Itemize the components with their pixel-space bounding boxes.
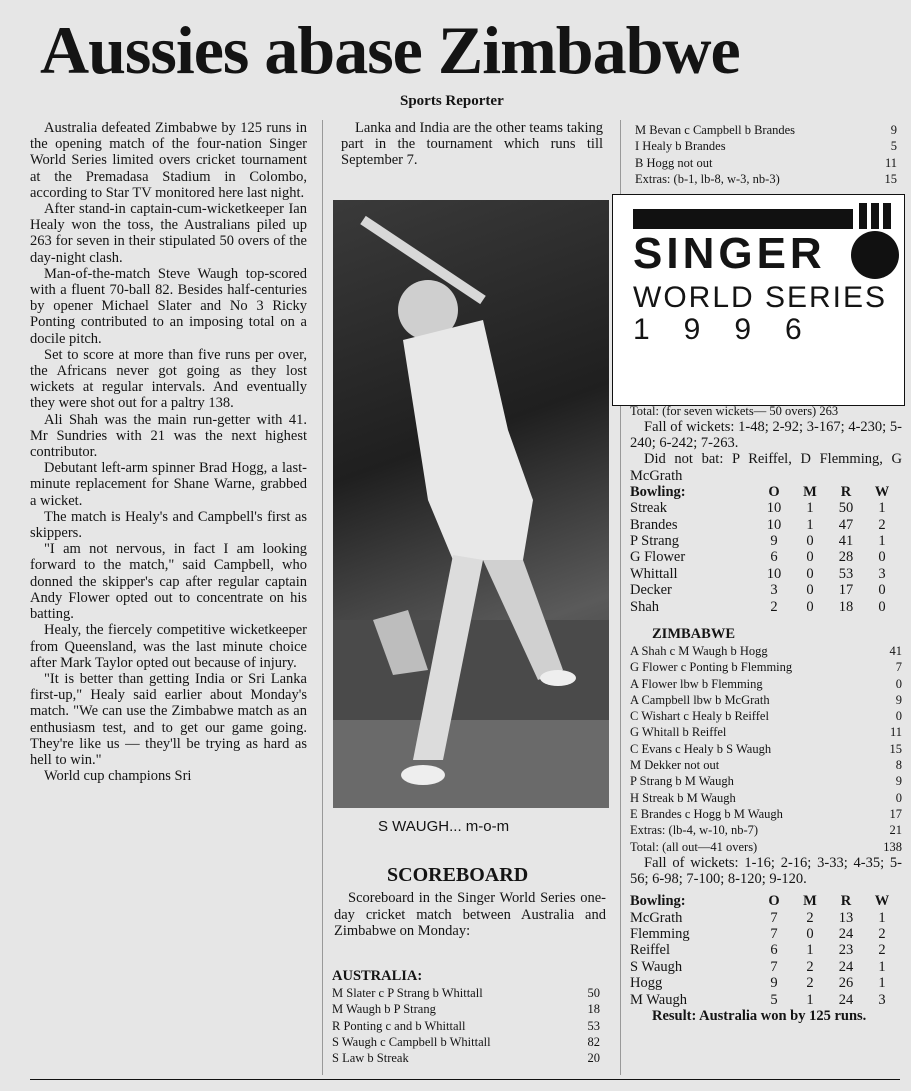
bowling-cell: 0 [806, 582, 814, 599]
bowling-cell: 9 [770, 533, 778, 550]
runs-scored: 138 [883, 839, 902, 854]
bowling-cell: 7 [770, 958, 778, 975]
batting-row [630, 839, 902, 855]
article-paragraph: "I am not nervous, in fact I am looking forward to the match," said Campbell, who donned the skipper's cap after regular captain Andy Flower opted out to concentrate on his batting. [30, 541, 307, 623]
runs-scored: 82 [587, 1034, 600, 1049]
australia-batting-part1 [332, 968, 600, 1066]
bowling-cell: 0 [806, 565, 814, 582]
bowling-cell: 7 [770, 926, 778, 943]
bowling-cell: 6 [770, 942, 778, 959]
batting-row [332, 985, 600, 1001]
article-paragraph: Man-of-the-match Steve Waugh top-scored with a fluent 70-ball 82. Besides half-centuries by opener Michael Slater and No 3 Ricky Ponting contributed to an imposing total on a docile pitch. [30, 265, 307, 347]
batting-row [630, 741, 902, 757]
bowling-row [630, 582, 900, 598]
batsman-dismissal: B Hogg not out [635, 155, 713, 170]
bowling-cell: 10 [766, 565, 782, 582]
bowling-cell: 26 [838, 975, 854, 992]
bowling-cell: 1 [878, 909, 886, 926]
logo-tick [883, 203, 891, 229]
bowling-cell: Decker [630, 582, 672, 599]
batsman-dismissal: Extras: (lb-4, w-10, nb-7) [630, 823, 759, 838]
batting-row [635, 122, 897, 138]
batting-row [332, 1050, 600, 1066]
photo-caption: S WAUGH... m-o-m [378, 818, 510, 835]
batting-row [630, 773, 902, 789]
bowling-cell: 24 [838, 926, 854, 943]
bowling-cell: 10 [766, 500, 782, 517]
bowling-cell: Shah [630, 598, 659, 615]
batsman-dismissal: C Wishart c Healy b Reiffel [630, 709, 769, 724]
bowling-row [630, 517, 900, 533]
bowling-cell: 23 [838, 942, 854, 959]
bowling-cell: 0 [878, 598, 886, 615]
bowling-cell: 2 [806, 909, 814, 926]
runs-scored: 20 [587, 1051, 600, 1066]
bowling-row [630, 926, 900, 942]
bowling-cell: 2 [878, 926, 886, 943]
bowling-cell: 24 [838, 958, 854, 975]
logo-bar [633, 209, 853, 229]
bowling-header-cell: M [803, 893, 817, 910]
batting-row [332, 1018, 600, 1034]
bowling-cell: 1 [878, 500, 886, 517]
batsman-dismissal: S Law b Streak [332, 1051, 409, 1066]
batting-row [630, 708, 902, 724]
batsman-dismissal: M Bevan c Campbell b Brandes [635, 123, 796, 137]
bowling-cell: 0 [806, 549, 814, 566]
bowling-cell: 7 [770, 909, 778, 926]
bowling-cell: 1 [878, 533, 886, 550]
bowling-cell: McGrath [630, 909, 683, 926]
article-paragraph: Debutant left-arm spinner Brad Hogg, a last-minute replacement for Shane Warne, grabbed a wicket. [30, 460, 307, 509]
bowling-cell: M Waugh [630, 991, 687, 1008]
logo-year: 1996 [633, 313, 836, 346]
bowling-cell: 10 [766, 516, 782, 533]
bowling-cell: 2 [806, 958, 814, 975]
bowling-cell: 1 [806, 516, 814, 533]
bowling-cell: 3 [770, 582, 778, 599]
australia-innings-summary [630, 404, 902, 615]
batsman-dismissal: G Flower c Ponting b Flemming [630, 660, 793, 675]
runs-scored: 0 [895, 676, 902, 691]
logo-brand: SINGER [633, 229, 826, 278]
bowling-cell: 2 [770, 598, 778, 615]
bowling-row [630, 992, 900, 1008]
runs-scored: 11 [884, 155, 897, 170]
cricket-photo [333, 200, 609, 808]
bowling-cell: 28 [838, 549, 854, 566]
article-paragraph: The match is Healy's and Campbell's first as skippers. [30, 508, 307, 542]
bowling-cell: 2 [806, 975, 814, 992]
runs-scored: 50 [587, 986, 600, 1000]
runs-scored: 15 [889, 741, 902, 756]
article-paragraph: After stand-in captain-cum-wicketkeeper Ian Healy won the toss, the Australians piled up 263 for seven in their stipulated 50 overs of the day-night clash. [30, 201, 307, 266]
bowling-row [630, 533, 900, 549]
match-result: Result: Australia won by 125 runs. [652, 1008, 867, 1025]
runs-scored: 21 [889, 823, 902, 838]
bowling-cell: 17 [838, 582, 854, 599]
batsman-dismissal: A Shah c M Waugh b Hogg [630, 644, 768, 658]
australia-did-not-bat: Did not bat: P Reiffel, D Flemming, G McGrath [630, 451, 902, 484]
article-paragraph: "It is better than getting India or Sri Lanka first-up," Healy said earlier about Monday's match. "We can use the Zimbabwe match as an enthusiasm test, and to get our game going. They're like us — they'll be trying as hard as hell to win." [30, 670, 307, 768]
bowling-cell: Streak [630, 500, 668, 517]
bowling-header-cell: O [768, 483, 780, 500]
australia-total: Total: (for seven wickets— 50 overs) 263 [630, 404, 839, 418]
bowling-row [630, 942, 900, 958]
bowling-cell: 2 [878, 942, 886, 959]
bowling-cell: 0 [878, 582, 886, 599]
batting-row [630, 757, 902, 773]
bowling-cell: Whittall [630, 565, 678, 582]
bowling-cell: Flemming [630, 926, 690, 943]
team-name: AUSTRALIA: [332, 968, 423, 984]
australia-batting-part2 [635, 122, 897, 187]
batting-row [630, 822, 902, 838]
batsman-dismissal: Total: (all out—41 overs) [630, 839, 758, 854]
runs-scored: 15 [884, 171, 897, 186]
logo-tick [871, 203, 879, 229]
batting-row [635, 155, 897, 171]
australia-fall-of-wickets: Fall of wickets: 1-48; 2-92; 3-167; 4-230; 5-240; 6-242; 7-263. [630, 419, 902, 452]
article-paragraph: Set to score at more than five runs per over, the Africans never got going as they lost wickets at regular intervals. And eventually they were shot out for a paltry 138. [30, 346, 307, 412]
bowling-cell: P Strang [630, 533, 680, 550]
batsman-dismissal: M Dekker not out [630, 758, 720, 773]
batting-row [332, 1001, 600, 1017]
bowling-header-cell: Bowling: [630, 483, 686, 500]
logo-subtitle: WORLD SERIES [633, 281, 888, 314]
bowling-cell: 41 [838, 533, 854, 550]
batting-row [630, 724, 902, 740]
batting-row [630, 806, 902, 822]
runs-scored: 11 [889, 725, 902, 740]
bowling-cell: 1 [878, 958, 886, 975]
batting-row [630, 790, 902, 806]
runs-scored: 9 [895, 774, 902, 789]
bowling-cell: Brandes [630, 516, 678, 533]
article-paragraph: Lanka and India are the other teams taking part in the tournament which runs till September 7. [341, 120, 603, 169]
bowling-header-cell: R [840, 483, 852, 500]
runs-scored: 17 [889, 806, 902, 821]
bowling-cell: 1 [878, 975, 886, 992]
bowling-cell: 3 [878, 565, 886, 582]
bowling-cell: 0 [806, 926, 814, 943]
batting-row [630, 676, 902, 692]
runs-scored: 5 [890, 139, 897, 154]
batsman-dismissal: M Waugh b P Strang [332, 1002, 436, 1017]
bowling-cell: 5 [770, 991, 778, 1008]
batting-row [630, 692, 902, 708]
batsman-dismissal: H Streak b M Waugh [630, 790, 736, 805]
batsman-dismissal: M Slater c P Strang b Whittall [332, 986, 483, 1000]
australia-bowling-table [630, 893, 900, 1008]
batsman-dismissal: A Campbell lbw b McGrath [630, 692, 770, 707]
bowling-cell: G Flower [630, 549, 686, 566]
article-column-2 [341, 120, 603, 169]
bowling-row [630, 500, 900, 516]
batsman-dismissal: S Waugh c Campbell b Whittall [332, 1034, 491, 1049]
runs-scored: 53 [587, 1018, 600, 1033]
batsman-dismissal: A Flower lbw b Flemming [630, 676, 763, 691]
article-paragraph: Ali Shah was the main run-getter with 41. Mr Sundries with 21 was the next highest contributor. [30, 411, 307, 461]
bowling-row [630, 959, 900, 975]
bowling-cell: 0 [806, 533, 814, 550]
batsman-dismissal: C Evans c Healy b S Waugh [630, 741, 772, 756]
batsman-dismissal: E Brandes c Hogg b M Waugh [630, 806, 783, 821]
column-divider [322, 120, 323, 1075]
bowling-cell: 0 [878, 549, 886, 566]
bowling-row [630, 975, 900, 991]
article-paragraph: Healy, the fiercely competitive wicketkeeper from Queensland, was the last minute choice after Mark Taylor opted out because of injury. [30, 622, 307, 671]
bowling-cell: 1 [806, 991, 814, 1008]
bowling-cell: 50 [838, 500, 854, 517]
bowling-header-cell: W [874, 483, 890, 500]
batsman-illustration [333, 200, 609, 808]
bowling-header-cell: Bowling: [630, 893, 686, 910]
page-bottom-rule [30, 1079, 900, 1080]
runs-scored: 0 [895, 790, 902, 805]
zimbabwe-fall-of-wickets: Fall of wickets: 1-16; 2-16; 3-33; 4-35; 5-56; 6-98; 7-100; 8-120; 9-120. [630, 854, 902, 888]
byline: Sports Reporter [400, 93, 504, 109]
singer-world-series-logo [612, 194, 905, 406]
bowling-header-cell: M [803, 483, 817, 500]
runs-scored: 8 [895, 758, 902, 773]
bowling-cell: 1 [806, 942, 814, 959]
bowling-cell: 3 [878, 991, 886, 1008]
bowling-cell: 0 [806, 598, 814, 615]
logo-tick [859, 203, 867, 229]
bowling-cell: 13 [838, 909, 854, 926]
batsman-dismissal: P Strang b M Waugh [630, 774, 734, 789]
bowling-cell: S Waugh [630, 958, 683, 975]
headline: Aussies abase Zimbabwe [40, 12, 740, 88]
zimbabwe-innings [630, 626, 902, 1025]
bowling-cell: 24 [838, 991, 854, 1008]
runs-scored: 9 [890, 123, 897, 137]
bowling-cell: 47 [838, 516, 854, 533]
bowling-cell: Hogg [630, 975, 663, 992]
bowling-header-cell: O [768, 893, 780, 910]
batsman-dismissal: G Whitall b Reiffel [630, 725, 727, 740]
scoreboard-title: SCOREBOARD [387, 864, 529, 886]
batting-row [630, 659, 902, 675]
runs-scored: 41 [889, 644, 902, 658]
batsman-dismissal: Extras: (b-1, lb-8, w-3, nb-3) [635, 171, 780, 186]
runs-scored: 7 [895, 660, 902, 675]
bowling-cell: 2 [878, 516, 886, 533]
article-column-1 [30, 120, 307, 784]
batting-row [635, 138, 897, 154]
batsman-dismissal: R Ponting c and b Whittall [332, 1018, 466, 1033]
bowling-row [630, 599, 900, 615]
bowling-cell: 53 [838, 565, 854, 582]
batting-row [635, 171, 897, 187]
team-name: ZIMBABWE [652, 626, 735, 642]
batting-row [630, 643, 902, 659]
bowling-row [630, 549, 900, 565]
bowling-header-cell: W [874, 893, 890, 910]
zimbabwe-bowling-table [630, 484, 900, 615]
scoreboard-intro: Scoreboard in the Singer World Series one-day cricket match between Australia and Zimbabwe on Monday: [334, 890, 606, 939]
bowling-cell: 6 [770, 549, 778, 566]
bowling-row [630, 910, 900, 926]
runs-scored: 9 [895, 692, 902, 707]
bowling-cell: 9 [770, 975, 778, 992]
bowling-header-cell: R [840, 893, 852, 910]
bowling-cell: 1 [806, 500, 814, 517]
runs-scored: 18 [587, 1002, 600, 1017]
article-paragraph: World cup champions Sri [44, 768, 192, 785]
batsman-dismissal: I Healy b Brandes [635, 139, 726, 154]
bowling-row [630, 566, 900, 582]
article-paragraph: Australia defeated Zimbabwe by 125 runs in the opening match of the four-nation Singer World Series limited overs cricket tournament at the Premadasa Stadium in Colombo, according to Star TV monitored here last night. [30, 120, 307, 201]
bowling-cell: Reiffel [630, 942, 670, 959]
runs-scored: 0 [895, 709, 902, 724]
cricket-ball-icon [851, 231, 899, 279]
batting-row [332, 1034, 600, 1050]
bowling-cell: 18 [838, 598, 854, 615]
